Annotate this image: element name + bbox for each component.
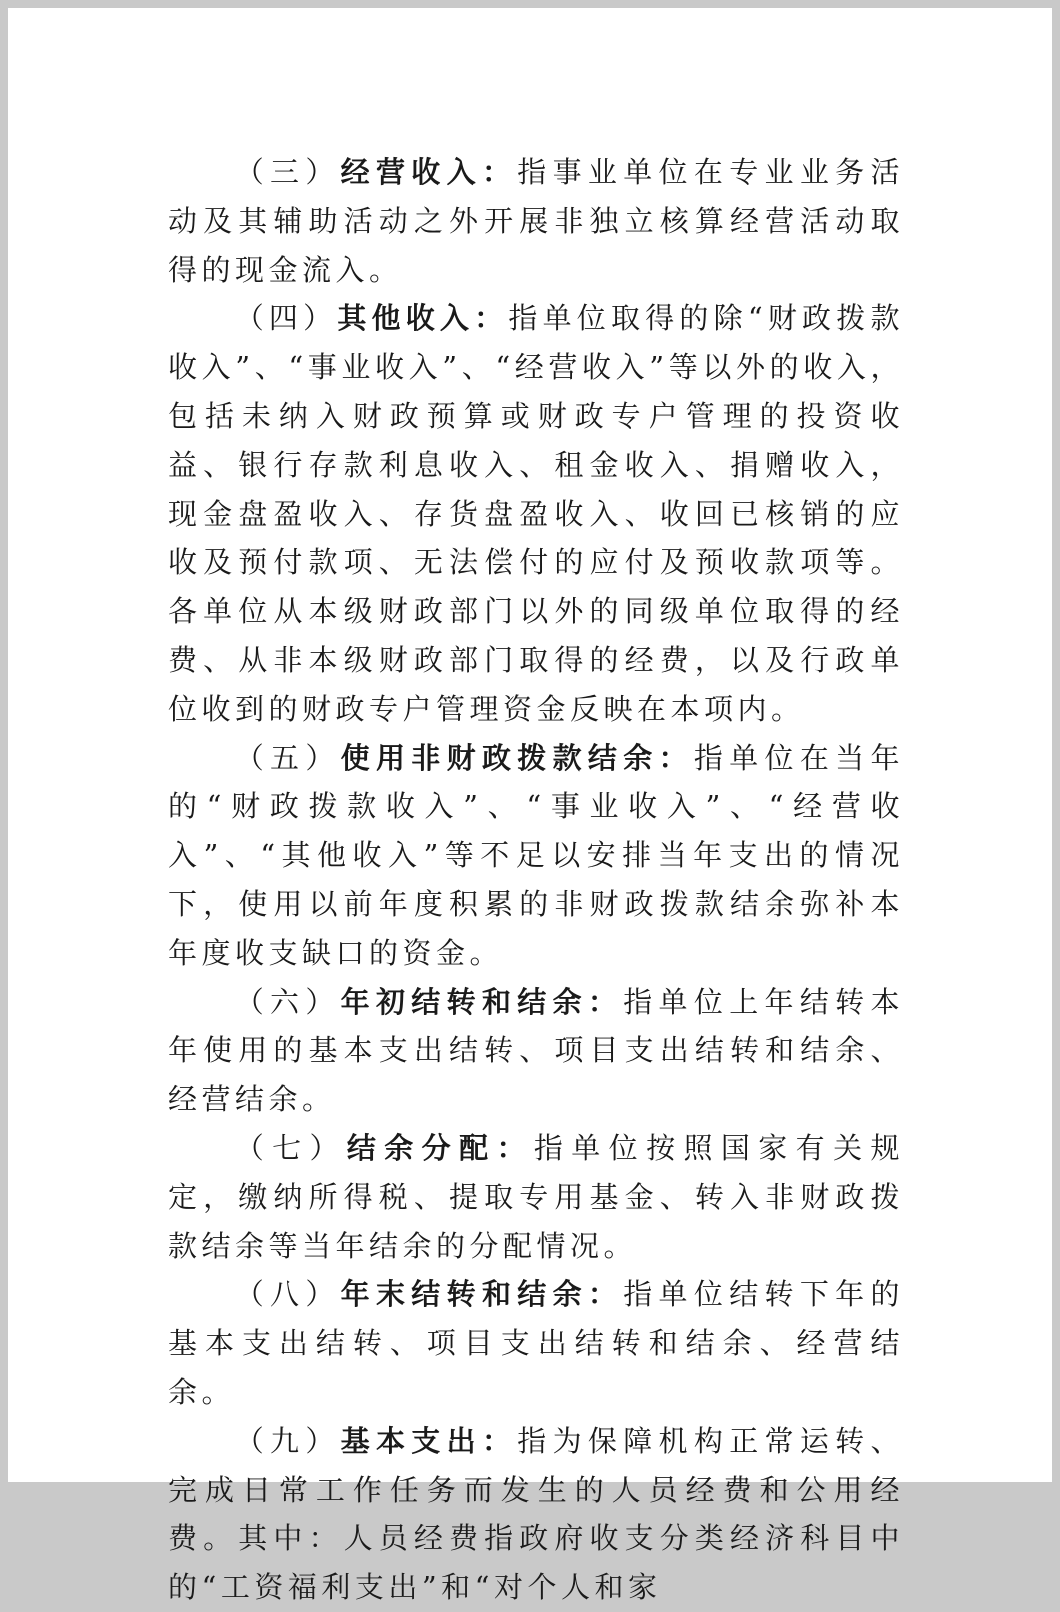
paragraph-text: 指单位取得的除“财政拨款收入”、“事业收入”、“经营收入”等以外的收入，包括未纳入财政预算或财政专户管理的投资收益、银行存款利息收入、租金收入、捐赠收入，现金盘盈收入、存货盘盈收入、收回已核销的应收及预付款项、无法偿付的应付及预收款项等。各单位从本级财政部门以外的同级单位取得的经费、从非本级财政部门取得的经费，以及行政单位收到的财政专户管理资金反映在本项内。 [168, 301, 904, 726]
paragraph-9 [168, 1417, 904, 1612]
paragraph-label: （八） [234, 1277, 341, 1312]
paragraph-4 [168, 294, 904, 733]
paragraph-text: 指事业单位在专业业务活动及其辅助活动之外开展非独立核算经营活动取得的现金流入。 [168, 155, 904, 287]
paragraph-text: 指单位上年结转本年使用的基本支出结转、项目支出结转和结余、经营结余。 [168, 984, 904, 1117]
paragraph-text: 指为保障机构正常运转、完成日常工作任务而发生的人员经费和公用经费。其中：人员经费指政府收支分类经济科目中的“工资福利支出”和“对个人和家 [168, 1423, 904, 1605]
paragraph-text: 指单位在当年的“财政拨款收入”、“事业收入”、“经营收入”、“其他收入”等不足以安排当年支出的情况下，使用以前年度积累的非财政拨款结余弥补本年度收支缺口的资金。 [168, 740, 904, 970]
paragraph-8 [168, 1270, 904, 1416]
term-heading: 年末结转和结余： [340, 1277, 624, 1312]
document-page [8, 8, 1052, 1605]
paragraph-label: （四） [234, 301, 338, 336]
paragraph-label: （三） [234, 155, 341, 189]
paragraph-label: （六） [234, 984, 341, 1019]
paragraph-text: 指单位按照国家有关规定，缴纳所得税、提取专用基金、转入非财政拨款结余等当年结余的分配情况。 [168, 1130, 904, 1263]
paragraph-5 [168, 734, 904, 978]
term-heading: 经营收入： [340, 155, 518, 189]
paragraph-6 [168, 978, 904, 1124]
term-heading: 其他收入： [337, 301, 509, 336]
document-body [168, 148, 904, 1612]
paragraph-text: 指单位结转下年的基本支出结转、项目支出结转和结余、经营结余。 [168, 1277, 904, 1409]
term-heading: 基本支出： [340, 1423, 518, 1458]
paragraph-label: （七） [234, 1130, 347, 1165]
paragraph-3 [168, 148, 904, 294]
term-heading: 年初结转和结余： [340, 984, 624, 1019]
term-heading: 结余分配： [346, 1130, 534, 1165]
paragraph-7 [168, 1124, 904, 1270]
paragraph-label: （九） [234, 1423, 341, 1458]
paragraph-label: （五） [234, 740, 341, 775]
term-heading: 使用非财政拨款结余： [340, 740, 694, 775]
